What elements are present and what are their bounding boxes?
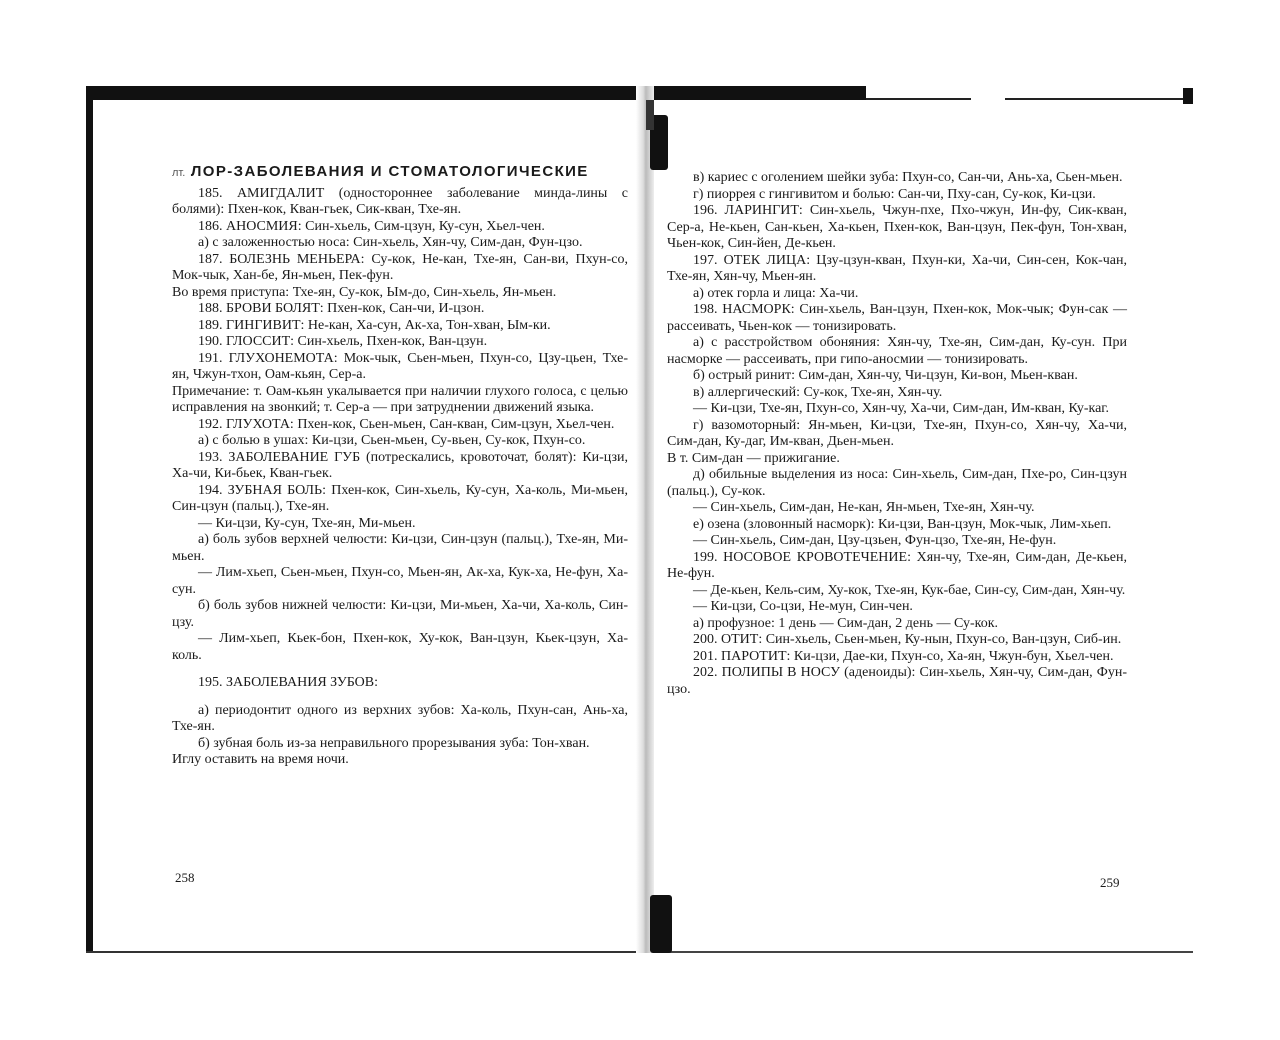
- gutter-shadow-bottom: [650, 895, 672, 953]
- book-gutter: [636, 86, 654, 953]
- entry-196: 196. ЛАРИНГИТ: Син-хьель, Чжун-пхе, Пхо-чжун, Ин-фу, Сик-кван, Сер-а, Не-кьен, Сан-кьен, Ха-кьен, Пхен-кок, Ван-цзун, Пек-фун, Тон-хван, Чьен-кок, Син-йен, Де-кьен.: [667, 203, 1127, 251]
- entry-195: 195. ЗАБОЛЕВАНИЯ ЗУБОВ:: [198, 675, 379, 690]
- entry-185: 185. АМИГДАЛИТ (одностороннее заболевание минда-лины с болями): Пхен-кок, Кван-гьек, Сик-кван, Тхе-ян.: [172, 185, 628, 217]
- entry-199-alt-2: — Ки-цзи, Со-цзи, Не-мун, Син-чен.: [693, 599, 913, 614]
- scan-rule-top-2: [1005, 98, 1185, 100]
- scan-rule-bottom-left: [86, 951, 638, 953]
- entry-198-e: д) обильные выделения из носа: Син-хьель, Сим-дан, Пхе-ро, Син-цзун (пальц.), Су-кок.: [667, 467, 1127, 499]
- scan-corner-right: [1183, 88, 1193, 104]
- scan-border-left: [86, 86, 93, 952]
- entry-194-a-alt: — Лим-хьеп, Сьен-мьен, Пхун-со, Мьен-ян, Ак-ха, Кук-ха, Не-фун, Ха-сун.: [172, 565, 628, 597]
- entry-194-b: б) боль зубов нижней челюсти: Ки-цзи, Ми-мьен, Ха-чи, Ха-коль, Син-цзу.: [172, 598, 628, 630]
- heading-prefix: лт.: [172, 167, 186, 179]
- entry-186-a: а) с заложенностью носа: Син-хьель, Хян-чу, Сим-дан, Фун-цзо.: [198, 235, 583, 250]
- entry-198: 198. НАСМОРК: Син-хьель, Ван-цзун, Пхен-кок, Мок-чык; Фун-сак — рассеивать, Чьен-кок — тонизировать.: [667, 302, 1127, 334]
- entry-197: 197. ОТЕК ЛИЦА: Цзу-цзун-кван, Пхун-ки, Ха-чи, Син-сен, Кок-чан, Тхе-ян, Хян-чу, Мьен-ян.: [667, 252, 1127, 284]
- gutter-shadow-edge: [646, 100, 654, 130]
- entry-188: 188. БРОВИ БОЛЯТ: Пхен-кок, Сан-чи, И-цзон.: [198, 301, 485, 316]
- entry-187: 187. БОЛЕЗНЬ МЕНЬЕРА: Су-кок, Не-кан, Тхе-ян, Сан-ви, Пхун-со, Мок-чык, Хан-бе, Ян-мьен, Пек-фун.: [172, 251, 628, 283]
- entry-199: 199. НОСОВОЕ КРОВОТЕЧЕНИЕ: Хян-чу, Тхе-ян, Сим-дан, Де-кьен, Не-фун.: [667, 549, 1127, 581]
- entry-192: 192. ГЛУХОТА: Пхен-кок, Сьен-мьен, Сан-кван, Сим-цзун, Хьел-чен.: [198, 416, 615, 432]
- entry-192-a: а) с болью в ушах: Ки-цзи, Сьен-мьен, Су-вьен, Су-кок, Пхун-со.: [198, 433, 586, 448]
- left-page: [172, 164, 628, 769]
- scan-rule-bottom-right: [650, 951, 1193, 953]
- entry-195-b: б) зубная боль из-за неправильного прорезывания зуба: Тон-хван.: [198, 735, 590, 751]
- entry-193: 193. ЗАБОЛЕВАНИЕ ГУБ (потрескались, кровоточат, болят): Ки-цзи, Ха-чи, Ки-бьек, Кван-гьек.: [172, 449, 628, 481]
- entry-198-b: б) острый ринит: Сим-дан, Хян-чу, Чи-цзун, Ки-вон, Мьен-кван.: [693, 368, 1078, 383]
- entry-195-d: г) пиоррея с гингивитом и болью: Сан-чи, Пху-сан, Су-кок, Ки-цзи.: [693, 186, 1096, 202]
- entry-194-alt: — Ки-цзи, Ку-сун, Тхе-ян, Ми-мьен.: [198, 515, 416, 531]
- scan-rule-top: [866, 98, 971, 100]
- entry-198-d: г) вазомоторный: Ян-мьен, Ки-цзи, Тхе-ян, Пхун-со, Хян-чу, Ха-чи, Сим-дан, Ку-даг, Им-кван, Дьен-мьен.: [667, 417, 1127, 449]
- entry-190: 190. ГЛОССИТ: Син-хьель, Пхен-кок, Ван-цзун.: [198, 334, 488, 349]
- entry-186: 186. АНОСМИЯ: Син-хьель, Сим-цзун, Ку-сун, Хьел-чен.: [198, 218, 545, 234]
- entry-198-c: в) аллергический: Су-кок, Тхе-ян, Хян-чу.: [693, 384, 943, 400]
- entry-187-note: Во время приступа: Тхе-ян, Су-кок, Ым-до, Син-хьель, Ян-мьен.: [172, 284, 557, 300]
- entry-198-c-alt: — Ки-цзи, Тхе-ян, Пхун-со, Хян-чу, Ха-чи, Сим-дан, Им-кван, Ку-каг.: [693, 401, 1109, 416]
- entry-201: 201. ПАРОТИТ: Ки-цзи, Дае-ки, Пхун-со, Ха-ян, Чжун-бун, Хьел-чен.: [693, 648, 1114, 664]
- section-heading-text: ЛОР-ЗАБОЛЕВАНИЯ И СТОМАТОЛОГИЧЕСКИЕ: [190, 163, 589, 180]
- entry-198-f-alt: — Син-хьель, Сим-дан, Цзу-цзьен, Фун-цзо, Тхе-ян, Не-фун.: [693, 533, 1057, 548]
- entry-191: 191. ГЛУХОНЕМОТА: Мок-чык, Сьен-мьен, Пхун-со, Цзу-цьен, Тхе-ян, Чжун-тхон, Оам-кьян, Сер-а.: [172, 350, 628, 382]
- entry-198-f: е) озена (зловонный насморк): Ки-цзи, Ван-цзун, Мок-чык, Лим-хьеп.: [693, 516, 1112, 532]
- entry-202: 202. ПОЛИПЫ В НОСУ (аденоиды): Син-хьель, Хян-чу, Сим-дан, Фун-цзо.: [667, 665, 1127, 697]
- right-page: [667, 170, 1127, 698]
- entry-197-a: а) отек горла и лица: Ха-чи.: [693, 285, 859, 301]
- entry-198-a: а) с расстройством обоняния: Хян-чу, Тхе-ян, Сим-дан, Ку-сун. При насморке — рассеивать, при гипо-аносмии — тонизировать.: [667, 335, 1127, 367]
- entry-199-alt-1: — Де-кьен, Кель-сим, Ху-кок, Тхе-ян, Кук-бае, Син-су, Сим-дан, Хян-чу.: [693, 582, 1126, 598]
- page-number-left: 258: [175, 870, 195, 885]
- entry-200: 200. ОТИТ: Син-хьель, Сьен-мьен, Ку-нын, Пхун-со, Ван-цзун, Сиб-ин.: [693, 632, 1122, 647]
- entry-194-a: а) боль зубов верхней челюсти: Ки-цзи, Син-цзун (пальц.), Тхе-ян, Ми-мьен.: [172, 532, 628, 564]
- entry-195-a: а) периодонтит одного из верхних зубов: Ха-коль, Пхун-сан, Ань-ха, Тхе-ян.: [172, 702, 628, 734]
- entry-199-a: а) профузное: 1 день — Сим-дан, 2 день — Су-кок.: [693, 615, 999, 631]
- entry-194-b-alt: — Лим-хьеп, Кьек-бон, Пхен-кок, Ху-кок, Ван-цзун, Кьек-цзун, Ха-коль.: [172, 631, 628, 663]
- entry-191-note: Примечание: т. Оам-кьян укалывается при наличии глухого голоса, с целью исправления на звонкий; т. Сер-а — при затруднении движений языка.: [172, 383, 628, 415]
- entry-189: 189. ГИНГИВИТ: Не-кан, Ха-сун, Ак-ха, Тон-хван, Ым-ки.: [198, 317, 551, 333]
- scan-border-top-right: [640, 88, 866, 100]
- section-heading: [172, 164, 628, 182]
- entry-195-note: Иглу оставить на время ночи.: [172, 752, 349, 767]
- entry-195-c: в) кариес с оголением шейки зуба: Пхун-со, Сан-чи, Ань-ха, Сьен-мьен.: [693, 170, 1123, 185]
- entry-194: 194. ЗУБНАЯ БОЛЬ: Пхен-кок, Син-хьель, Ку-сун, Ха-коль, Ми-мьен, Син-цзун (пальц.), Тхе-ян.: [172, 482, 628, 514]
- entry-198-d-note: В т. Сим-дан — прижигание.: [667, 450, 840, 466]
- page-number-right: 259: [1100, 875, 1120, 890]
- entry-198-e-alt: — Син-хьель, Сим-дан, Не-кан, Ян-мьен, Тхе-ян, Хян-чу.: [693, 500, 1035, 515]
